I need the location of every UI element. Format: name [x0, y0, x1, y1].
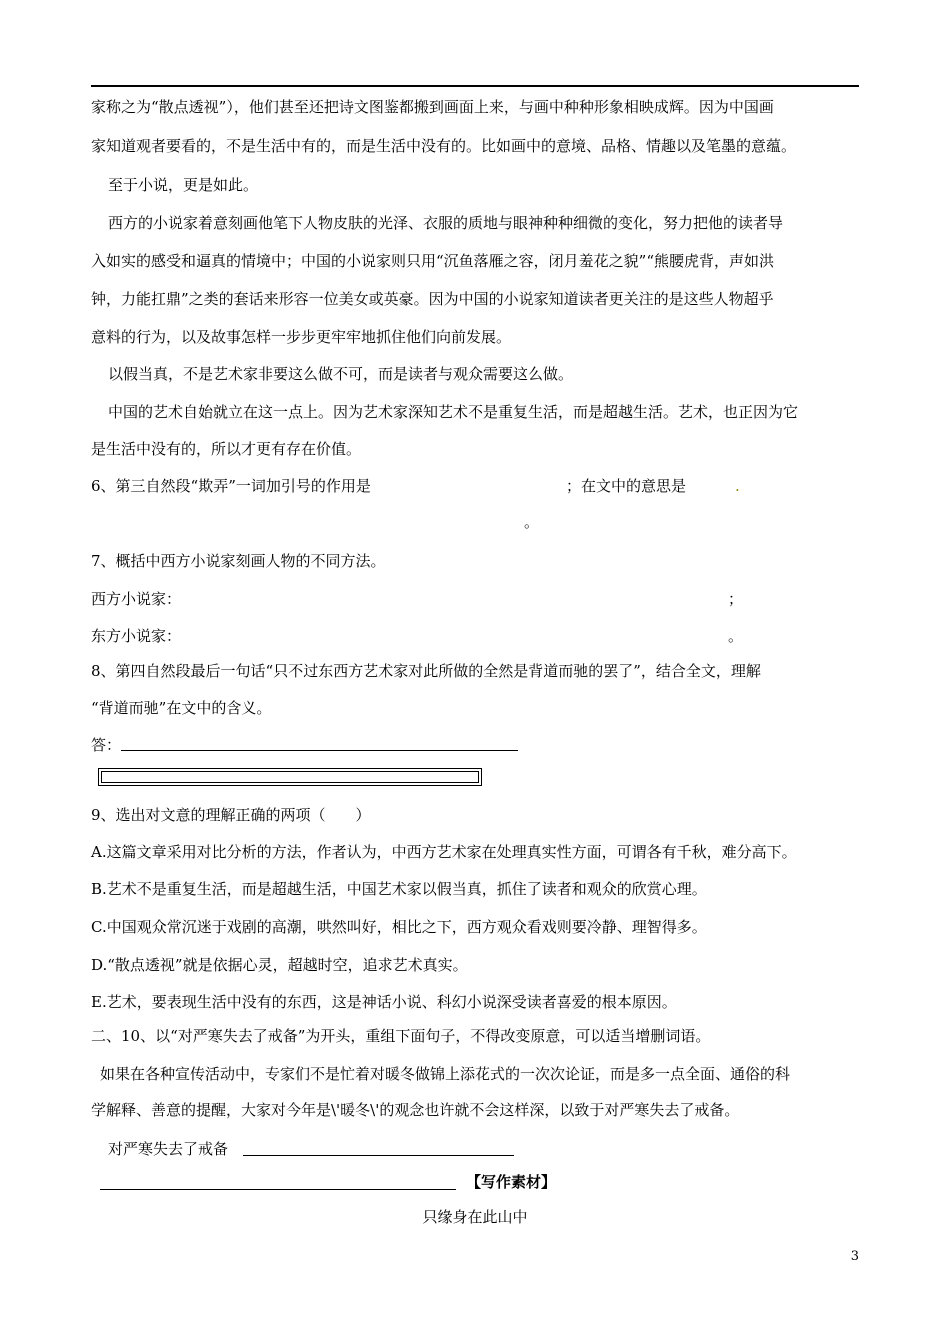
answer-line[interactable]: [121, 750, 518, 751]
question-7: 7、概括中西方小说家刻画人物的不同方法。: [91, 552, 386, 570]
option-b: B.艺术不是重复生活，而是超越生活，中国艺术家以假当真，抓住了读者和观众的欣赏心理。: [91, 880, 707, 898]
question-6-mid: ；在文中的意思是: [566, 477, 687, 495]
question-9: 9、选出对文意的理解正确的两项（ ）: [91, 806, 371, 824]
west-novelist-label: 西方小说家：: [91, 590, 182, 608]
question-6-end: 。: [524, 513, 540, 531]
writing-material-label: 【写作素材】: [466, 1173, 557, 1191]
text-line: 钟，力能扛鼎”之类的套话来形容一位美女或英豪。因为中国的小说家知道读者更关注的是这些人物超乎: [91, 290, 774, 308]
option-e: E.艺术，要表现生活中没有的东西，这是神话小说、科幻小说深受读者喜爱的根本原因。: [91, 993, 677, 1011]
text-line: 以假当真，不是艺术家非要这么做不可，而是读者与观众需要这么做。: [108, 365, 574, 383]
text-line: 西方的小说家着意刻画他笔下人物皮肤的光泽、衣服的质地与眼神种种细微的变化，努力把他的读者导: [108, 214, 784, 232]
question-8-line2: “背道而驰”在文中的含义。: [91, 699, 272, 717]
rewrite-line-2[interactable]: [100, 1189, 456, 1190]
rewrite-line[interactable]: [243, 1155, 514, 1156]
rewrite-start: 对严寒失去了戒备: [108, 1140, 229, 1158]
writing-material-title: 只缘身在此山中: [422, 1208, 528, 1226]
question-10-para2: 学解释、善意的提醒，大家对今年是\'暖冬\'的观念也许就不会这样深，以致于对严寒失去了戒备。: [91, 1101, 740, 1119]
edit-mark: .: [735, 477, 740, 495]
header-rule: [91, 85, 859, 87]
answer-box[interactable]: [98, 768, 482, 786]
text-line: 意料的行为，以及故事怎样一步步更牢牢地抓住他们向前发展。: [91, 328, 512, 346]
east-novelist-end: 。: [728, 627, 744, 645]
question-6: 6、第三自然段“欺弄”一词加引号的作用是: [91, 477, 371, 495]
option-d: D.“散点透视”就是依据心灵，超越时空，追求艺术真实。: [91, 956, 468, 974]
text-line: 家称之为“散点透视”），他们甚至还把诗文图鉴都搬到画面上来，与画中种种形象相映成辉。因为中国画: [91, 98, 774, 116]
text-line: 家知道观者要看的，不是生活中有的，而是生活中没有的。比如画中的意境、品格、情趣以及笔墨的意蕴。: [91, 137, 797, 155]
option-a: A.这篇文章采用对比分析的方法，作者认为，中西方艺术家在处理真实性方面，可谓各有千秋，难分高下。: [91, 843, 797, 861]
answer-box-inner: [101, 771, 479, 783]
question-8-line1: 8、第四自然段最后一句话“只不过东西方艺术家对此所做的全然是背道而驰的罢了”，结合全文，理解: [91, 662, 761, 680]
answer-label: 答：: [91, 736, 122, 754]
text-line: 入如实的感受和逼真的情境中；中国的小说家则只用“沉鱼落雁之容，闭月羞花之貌”“熊腰虎背，声如洪: [91, 252, 775, 270]
east-novelist-label: 东方小说家：: [91, 627, 182, 645]
text-line: 是生活中没有的，所以才更有存在价值。: [91, 440, 362, 458]
question-10-para1: 如果在各种宣传活动中，专家们不是忙着对暖冬做锦上添花式的一次次论证，而是多一点全面、通俗的科: [100, 1065, 791, 1083]
question-10: 二、10、以“对严寒失去了戒备”为开头，重组下面句子，不得改变原意，可以适当增删词语。: [91, 1027, 711, 1045]
page-number: 3: [850, 1249, 859, 1264]
text-line: 中国的艺术自始就立在这一点上。因为艺术家深知艺术不是重复生活，而是超越生活。艺术，也正因为它: [108, 403, 799, 421]
text-line: 至于小说，更是如此。: [108, 176, 259, 194]
option-c: C.中国观众常沉迷于戏剧的高潮，哄然叫好，相比之下，西方观众看戏则要冷静、理智得多。: [91, 918, 707, 936]
west-novelist-end: ；: [728, 590, 744, 608]
